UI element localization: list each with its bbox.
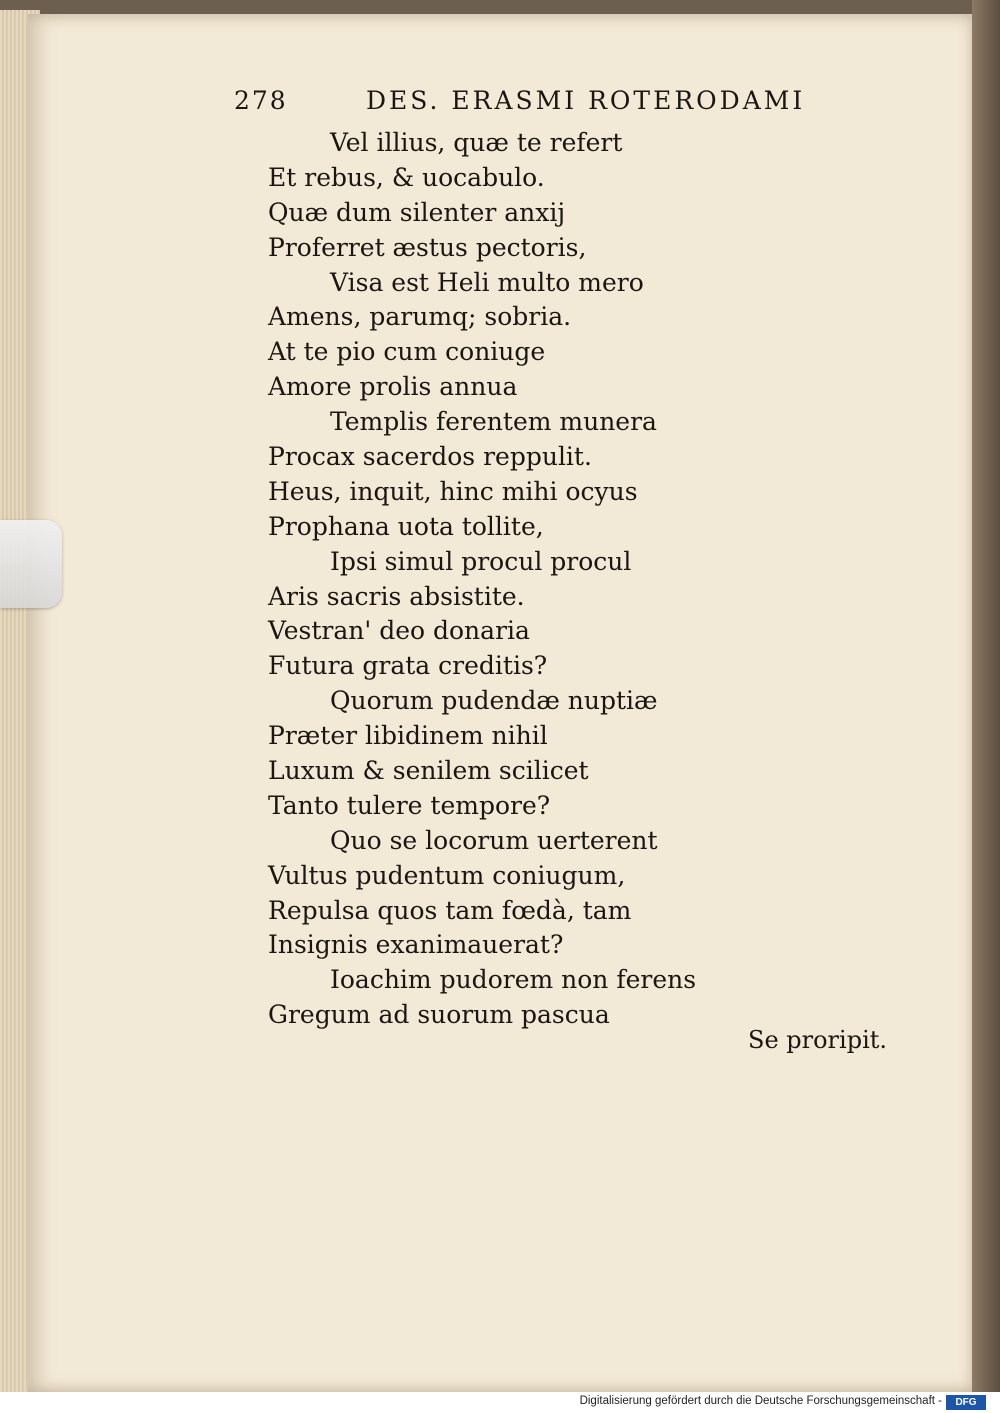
verse-line: Aris sacris absistite. xyxy=(268,581,525,611)
verse-line: Vultus pudentum coniugum, xyxy=(268,860,626,890)
verse-line: Prophana uota tollite, xyxy=(268,511,544,541)
footer-bar xyxy=(0,1392,1000,1413)
verse-text xyxy=(268,126,696,1033)
verse-line: Insignis exanimauerat? xyxy=(268,930,564,960)
verse-line: Ioachim pudorem non ferens xyxy=(330,965,697,995)
dfg-logo: DFG xyxy=(946,1395,986,1410)
book-spine xyxy=(972,0,1000,1392)
verse-line: At te pio cum coniuge xyxy=(268,337,546,367)
verse-line: Vestran' deo donaria xyxy=(268,616,530,646)
verse-line: Repulsa quos tam fœdà, tam xyxy=(268,895,632,925)
verse-line: Vel illius, quæ te refert xyxy=(330,128,623,157)
verse-line: Proferret æstus pectoris, xyxy=(268,232,587,262)
verse-line: Amore prolis annua xyxy=(268,372,518,402)
verse-line: Luxum & senilem scilicet xyxy=(268,756,589,786)
verse-line: Gregum ad suorum pascua xyxy=(268,1000,610,1030)
catchword: Se proripit. xyxy=(748,1026,888,1054)
verse-line: Heus, inquit, hinc mihi ocyus xyxy=(268,476,638,506)
verse-line: Et rebus, & uocabulo. xyxy=(268,162,545,192)
verse-line: Quo se locorum uerterent xyxy=(330,825,658,855)
verse-line: Procax sacerdos reppulit. xyxy=(268,442,592,472)
running-title: DES. ERASMI ROTERODAMI xyxy=(366,86,806,115)
verse-line: Quæ dum silenter anxij xyxy=(268,197,566,227)
verse-line: Quorum pudendæ nuptiæ xyxy=(330,686,658,716)
funding-note: Digitalisierung gefördert durch die Deutsche Forschungsgemeinschaft - xyxy=(579,1395,942,1407)
verse-line: Ipsi simul procul procul xyxy=(330,546,632,576)
verse-line: Futura grata creditis? xyxy=(268,651,548,681)
page-clip xyxy=(0,520,62,608)
verse-line: Templis ferentem munera xyxy=(330,407,657,437)
page-number: 278 xyxy=(234,86,288,115)
verse-line: Tanto tulere tempore? xyxy=(268,790,551,820)
verse-line: Præter libidinem nihil xyxy=(268,721,548,751)
verse-line: Amens, parumq; sobria. xyxy=(268,302,572,332)
verse-line: Visa est Heli multo mero xyxy=(330,267,644,297)
